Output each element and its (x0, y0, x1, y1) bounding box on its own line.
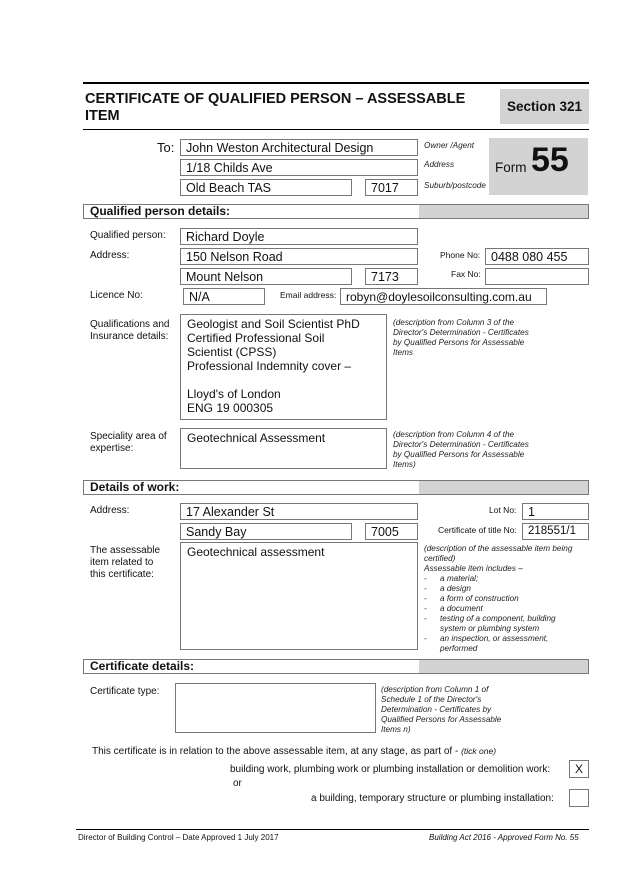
address-label-small: Address (424, 160, 455, 169)
or-label: or (233, 778, 242, 789)
relation-text: This certificate is in relation to the above assessable item, at any stage, as part of - (tick one) (92, 746, 497, 757)
lot-label: Lot No: (489, 505, 517, 515)
suburb-postcode-label: Suburb/postcode (424, 181, 486, 190)
work-address-field[interactable]: 17 Alexander St (180, 503, 418, 520)
certificate-details-heading: Certificate details: (83, 659, 589, 674)
work-suburb-field[interactable]: Sandy Bay (180, 523, 352, 540)
to-label: To: (157, 140, 175, 155)
to-suburb-field[interactable]: Old Beach TAS (180, 179, 352, 196)
to-postcode-field[interactable]: 7017 (365, 179, 418, 196)
form-label: Form (495, 160, 527, 175)
to-address-field[interactable]: 1/18 Childs Ave (180, 159, 418, 176)
work-address-label: Address: (90, 505, 130, 516)
option-building-work-label: building work, plumbing work or plumbing installation or demolition work: (230, 764, 551, 775)
qualifications-note: (description from Column 3 of the Director's Determination - Certificates by Qualified Persons for Assessable Items (393, 318, 529, 357)
licence-field[interactable]: N/A (183, 288, 265, 305)
title-bottom-rule (83, 129, 589, 130)
email-field[interactable]: robyn@doylesoilconsulting.com.au (340, 288, 547, 305)
document-title: CERTIFICATE OF QUALIFIED PERSON – ASSESSABLE ITEM (85, 91, 466, 124)
title-no-field[interactable]: 218551/1 (522, 523, 589, 540)
qualified-person-label: Qualified person: (90, 230, 166, 241)
option-building-checkbox[interactable] (569, 789, 589, 807)
email-label: Email address: (280, 290, 337, 300)
section-badge: Section 321 (500, 89, 589, 124)
lot-field[interactable]: 1 (522, 503, 589, 520)
qualified-person-field[interactable]: Richard Doyle (180, 228, 418, 245)
title-no-label: Certificate of title No: (438, 525, 517, 535)
qualifications-field[interactable]: Geologist and Soil Scientist PhD Certified Professional Soil Scientist (CPSS) Professional Indemnity cover – Lloyd's of London ENG 19 000305 (180, 314, 387, 420)
assessable-item-label: The assessable item related to this certificate: (90, 545, 161, 580)
qualified-suburb-field[interactable]: Mount Nelson (180, 268, 352, 285)
speciality-note: (description from Column 4 of the Director's Determination - Certificates by Qualified Persons for Assessable Items) (393, 430, 529, 469)
speciality-label: Speciality area of expertise: (90, 431, 167, 454)
option-building-work-checkbox[interactable]: X (569, 760, 589, 778)
assessable-item-field[interactable]: Geotechnical assessment (180, 542, 418, 650)
phone-label: Phone No: (440, 250, 481, 260)
qualified-person-heading: Qualified person details: (83, 204, 589, 219)
footer-left: Director of Building Control – Date Approved 1 July 2017 (78, 833, 279, 842)
to-name-field[interactable]: John Weston Architectural Design (180, 139, 418, 156)
qualified-postcode-field[interactable]: 7173 (365, 268, 418, 285)
speciality-field[interactable]: Geotechnical Assessment (180, 428, 387, 469)
details-of-work-heading: Details of work: (83, 480, 589, 495)
fax-field[interactable] (485, 268, 589, 285)
assessable-item-note: (description of the assessable item being certified) Assessable item includes – (424, 544, 573, 573)
qualified-address-label: Address: (90, 250, 130, 261)
licence-label: Licence No: (90, 290, 143, 301)
owner-agent-label: Owner /Agent (424, 141, 475, 150)
certificate-type-note: (description from Column 1 of Schedule 1 of the Director's Determination - Certificates by Qualified Persons for Assessable Items n) (381, 685, 502, 734)
option-building-label: a building, temporary structure or plumbing installation: (311, 793, 554, 804)
top-rule (83, 82, 589, 84)
form-badge (489, 138, 588, 195)
qualifications-label: Qualifications and Insurance details: (90, 319, 170, 342)
qualified-address-field[interactable]: 150 Nelson Road (180, 248, 418, 265)
footer-rule (76, 829, 589, 830)
phone-field[interactable]: 0488 080 455 (485, 248, 589, 265)
form-number: 55 (531, 141, 569, 179)
work-postcode-field[interactable]: 7005 (365, 523, 418, 540)
fax-label: Fax No: (451, 269, 481, 279)
footer-right: Building Act 2016 - Approved Form No. 55 (429, 833, 579, 842)
assessable-item-list: - a material; - a design - a form of construction - a document - testing of a component, building system or plumbing system - an inspection, or assessment, performed (424, 574, 556, 653)
certificate-type-field[interactable] (175, 683, 376, 733)
certificate-type-label: Certificate type: (90, 686, 160, 697)
